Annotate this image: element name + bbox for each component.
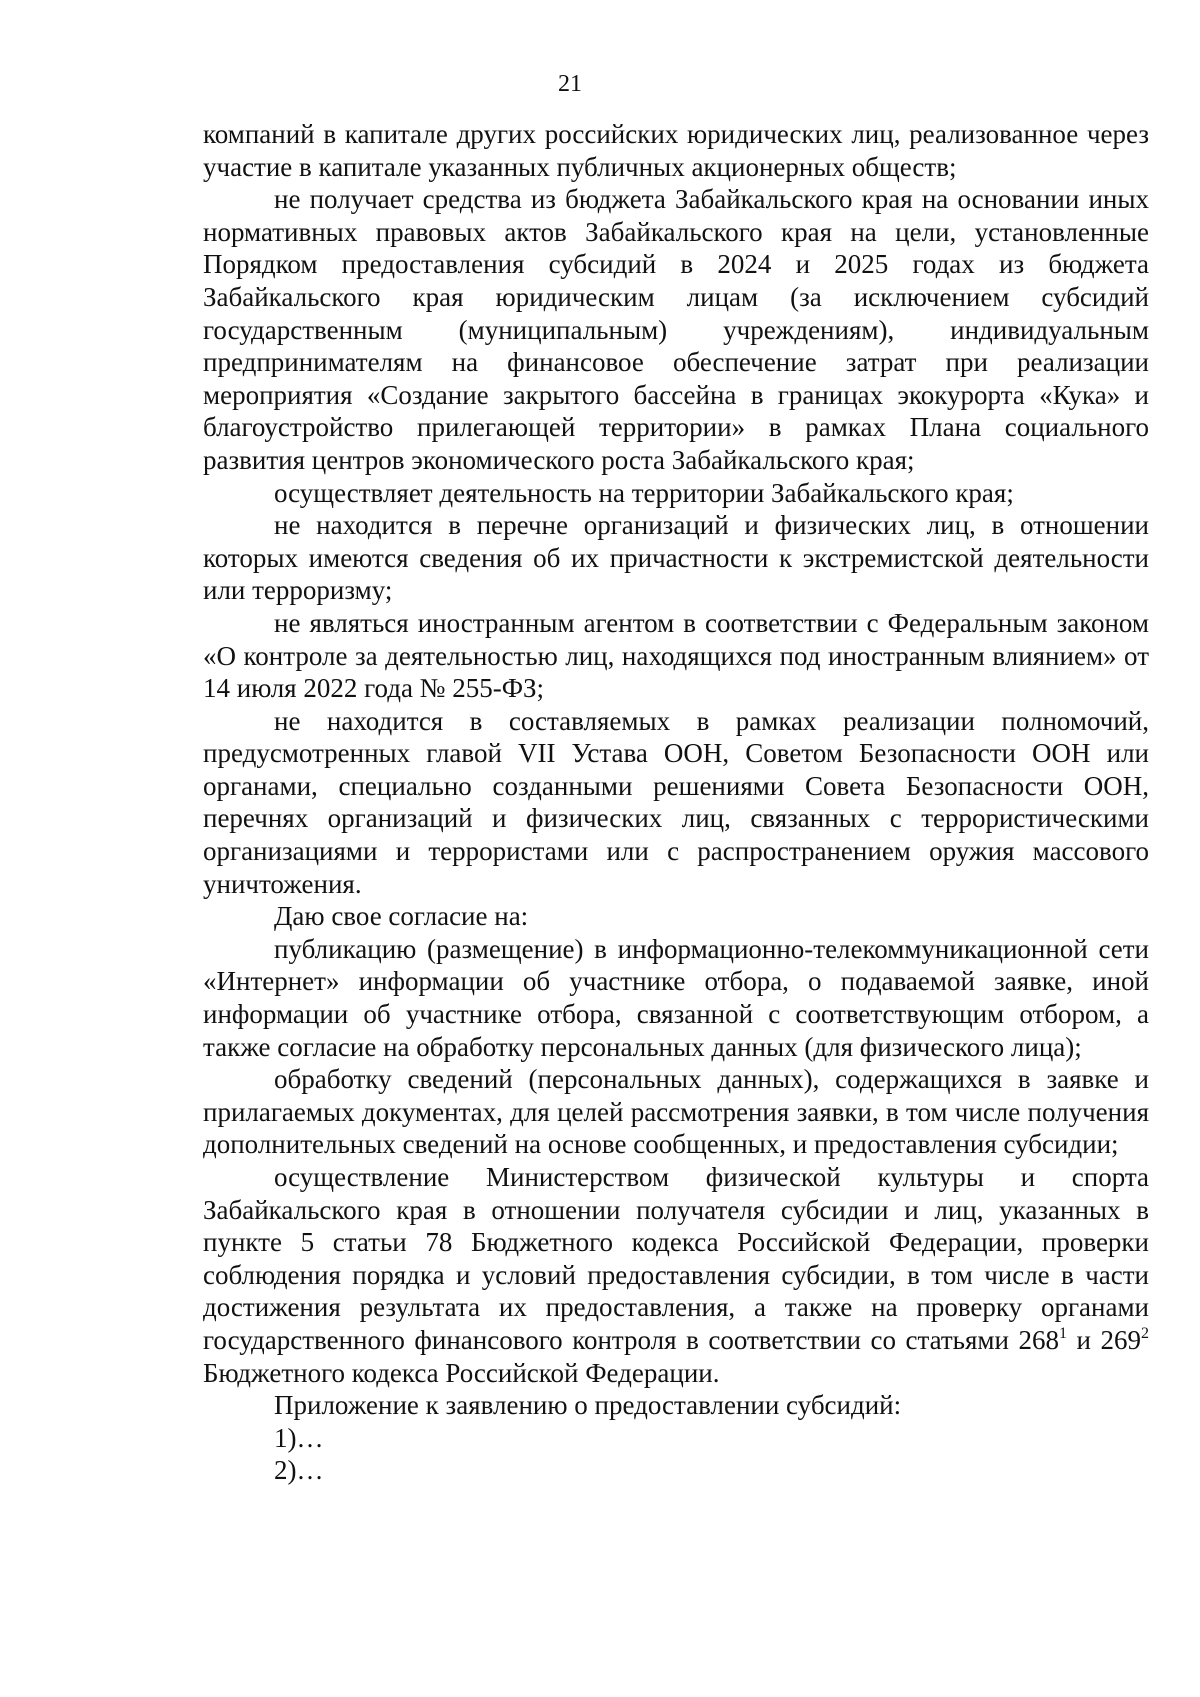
paragraph-consent-audit (203, 1161, 1149, 1389)
paragraph-foreign-agent: не являться иностранным агентом в соответствии с Федеральным законом «О контроле за деятельностью лиц, находящихся под иностранным влиянием» от 14 июля 2022 года № 255-ФЗ; (203, 607, 1149, 704)
paragraph-extremism-list: не находится в перечне организаций и физических лиц, в отношении которых имеются сведения об их причастности к экстремистской деятельности или терроризму; (203, 510, 1149, 606)
paragraph-continuation: компаний в капитале других российских юридических лиц, реализованное через участие в капитале указанных публичных акционерных обществ; (203, 119, 1149, 182)
paragraph-consent-publication: публикацию (размещение) в информационно-телекоммуникационной сети «Интернет» информации об участнике отбора, о подаваемой заявке, иной информации об участнике отбора, связанной с соответствующим отбором, а также согласие на обработку персональных данных (для физического лица); (203, 933, 1149, 1062)
paragraph-attachments-heading: Приложение к заявлению о предоставлении субсидий: (274, 1390, 902, 1421)
paragraph-un-sanctions: не находится в составляемых в рамках реализации полномочий, предусмотренных главой VII Устава ООН, Советом Безопасности ООН или органами, специально созданными решениями Совета Безопасности ООН, перечнях организаций и физических лиц, связанных с террористическими организациями и террористами или с распространением оружия массового уничтожения. (203, 705, 1149, 899)
paragraph-consent-heading: Даю свое согласие на: (274, 901, 529, 932)
superscript-article-269: 2 (1141, 1324, 1149, 1342)
attachment-item-1: 1)… (274, 1422, 324, 1453)
page-number: 21 (558, 71, 582, 97)
audit-text-middle: и 269 (1066, 1324, 1141, 1355)
attachment-item-2: 2)… (274, 1455, 324, 1486)
superscript-article-268: 1 (1058, 1324, 1067, 1342)
document-body (203, 118, 1149, 1487)
audit-text-after: Бюджетного кодекса Российской Федерации. (203, 1357, 720, 1388)
paragraph-territory-activity: осуществляет деятельность на территории Забайкальского края; (274, 477, 1014, 508)
paragraph-no-other-budget-funds: не получает средства из бюджета Забайкальского края на основании иных нормативных правовых актов Забайкальского края на цели, установленные Порядком предоставления субсидий в 2024 и 2025 годах из бюджета Забайкальского края юридическим лицам (за исключением субсидий государственным (муниципальным) учреждениям), индивидуальным предпринимателям на финансовое обеспечение затрат при реализации мероприятия «Создание закрытого бассейна в границах экокурорта «Кука» и благоустройство прилегающей территории» в рамках Плана социального развития центров экономического роста Забайкальского края; (203, 184, 1149, 475)
paragraph-consent-processing: обработку сведений (персональных данных), содержащихся в заявке и прилагаемых документах, для целей рассмотрения заявки, в том числе получения дополнительных сведений на основе сообщенных, и предоставления субсидии; (203, 1064, 1149, 1160)
audit-text-before: осуществление Министерством физической культуры и спорта Забайкальского края в отношении получателя субсидии и лиц, указанных в пункте 5 статьи 78 Бюджетного кодекса Российской Федерации, проверки соблюдения порядка и условий предоставления субсидии, в том числе в части достижения результата их предоставления, а также на проверку органами государственного финансового контроля в соответствии со статьями 268 (203, 1162, 1149, 1355)
